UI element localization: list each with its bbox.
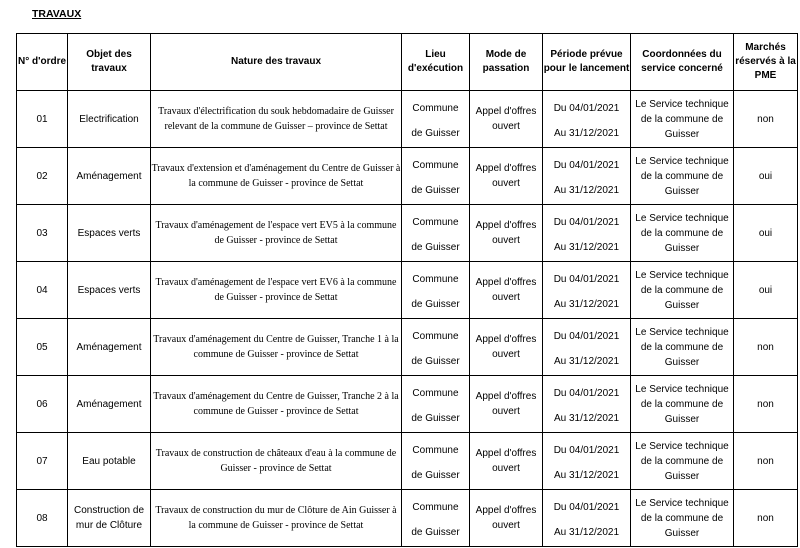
lieu-line-1: Commune (412, 102, 459, 114)
cell-pme: non (734, 91, 798, 148)
header-num: N° d'ordre (17, 34, 68, 91)
periode-au: Au 31/12/2021 (553, 184, 620, 196)
table-row (17, 433, 798, 490)
table-row (17, 148, 798, 205)
cell-objet: Espaces verts (68, 262, 151, 319)
periode-au: Au 31/12/2021 (553, 469, 620, 481)
cell-periode (543, 490, 631, 547)
table-row (17, 490, 798, 547)
cell-pme: oui (734, 262, 798, 319)
cell-periode (543, 205, 631, 262)
cell-nature: Travaux de construction du mur de Clôture de Ain Guisser à la commune de Guisser - province de Settat (151, 490, 402, 547)
cell-lieu (402, 91, 470, 148)
cell-lieu (402, 148, 470, 205)
lieu-line-1: Commune (412, 387, 459, 399)
periode-du: Du 04/01/2021 (553, 159, 620, 171)
cell-coord: Le Service technique de la commune de Guisser (631, 148, 734, 205)
cell-coord: Le Service technique de la commune de Guisser (631, 319, 734, 376)
works-table (16, 33, 798, 547)
cell-nature: Travaux d'aménagement du Centre de Guisser, Tranche 1 à la commune de Guisser - province de Settat (151, 319, 402, 376)
table-row (17, 319, 798, 376)
cell-nature: Travaux d'aménagement du Centre de Guisser, Tranche 2 à la commune de Guisser - province de Settat (151, 376, 402, 433)
cell-nature: Travaux d'électrification du souk hebdomadaire de Guisser relevant de la commune de Guisser – province de Settat (151, 91, 402, 148)
cell-lieu (402, 319, 470, 376)
cell-nature: Travaux de construction de châteaux d'eau à la commune de Guisser - province de Settat (151, 433, 402, 490)
cell-periode (543, 262, 631, 319)
lieu-line-2: de Guisser (411, 298, 460, 310)
cell-mode: Appel d'offres ouvert (470, 319, 543, 376)
cell-periode (543, 433, 631, 490)
cell-pme: non (734, 490, 798, 547)
cell-mode: Appel d'offres ouvert (470, 376, 543, 433)
lieu-line-2: de Guisser (411, 241, 460, 253)
cell-nature: Travaux d'extension et d'aménagement du Centre de Guisser à la commune de Guisser - province de Settat (151, 148, 402, 205)
cell-num: 01 (17, 91, 68, 148)
cell-pme: oui (734, 148, 798, 205)
cell-pme: non (734, 433, 798, 490)
lieu-line-2: de Guisser (411, 526, 460, 538)
lieu-line-2: de Guisser (411, 469, 460, 481)
lieu-line-1: Commune (412, 159, 459, 171)
cell-coord: Le Service technique de la commune de Guisser (631, 376, 734, 433)
cell-objet: Espaces verts (68, 205, 151, 262)
cell-coord: Le Service technique de la commune de Guisser (631, 262, 734, 319)
cell-periode (543, 376, 631, 433)
cell-objet: Aménagement (68, 148, 151, 205)
cell-lieu (402, 262, 470, 319)
lieu-line-1: Commune (412, 273, 459, 285)
table-row (17, 91, 798, 148)
table-row (17, 205, 798, 262)
lieu-line-2: de Guisser (411, 127, 460, 139)
periode-au: Au 31/12/2021 (553, 241, 620, 253)
cell-num: 03 (17, 205, 68, 262)
cell-mode: Appel d'offres ouvert (470, 205, 543, 262)
cell-mode: Appel d'offres ouvert (470, 262, 543, 319)
lieu-line-1: Commune (412, 330, 459, 342)
lieu-line-1: Commune (412, 444, 459, 456)
periode-du: Du 04/01/2021 (553, 273, 620, 285)
header-nature: Nature des travaux (151, 34, 402, 91)
section-heading: TRAVAUX (32, 8, 82, 20)
header-objet: Objet des travaux (68, 34, 151, 91)
table-header-row (17, 34, 798, 91)
cell-num: 06 (17, 376, 68, 433)
cell-num: 07 (17, 433, 68, 490)
cell-periode (543, 319, 631, 376)
cell-pme: non (734, 376, 798, 433)
cell-objet: Aménagement (68, 376, 151, 433)
lieu-line-1: Commune (412, 501, 459, 513)
table-row (17, 262, 798, 319)
cell-periode (543, 148, 631, 205)
cell-objet: Construction de mur de Clôture (68, 490, 151, 547)
lieu-line-2: de Guisser (411, 184, 460, 196)
periode-du: Du 04/01/2021 (553, 216, 620, 228)
cell-mode: Appel d'offres ouvert (470, 490, 543, 547)
cell-pme: non (734, 319, 798, 376)
cell-num: 08 (17, 490, 68, 547)
periode-du: Du 04/01/2021 (553, 102, 620, 114)
cell-coord: Le Service technique de la commune de Guisser (631, 433, 734, 490)
cell-objet: Electrification (68, 91, 151, 148)
cell-pme: oui (734, 205, 798, 262)
lieu-line-1: Commune (412, 216, 459, 228)
header-lieu: Lieu d'exécution (402, 34, 470, 91)
cell-lieu (402, 490, 470, 547)
periode-au: Au 31/12/2021 (553, 355, 620, 367)
cell-num: 02 (17, 148, 68, 205)
cell-periode (543, 91, 631, 148)
periode-du: Du 04/01/2021 (553, 444, 620, 456)
cell-objet: Aménagement (68, 319, 151, 376)
cell-mode: Appel d'offres ouvert (470, 148, 543, 205)
cell-coord: Le Service technique de la commune de Guisser (631, 205, 734, 262)
periode-du: Du 04/01/2021 (553, 387, 620, 399)
periode-au: Au 31/12/2021 (553, 127, 620, 139)
header-pme: Marchés réservés à la PME (734, 34, 798, 91)
cell-num: 04 (17, 262, 68, 319)
periode-du: Du 04/01/2021 (553, 330, 620, 342)
cell-nature: Travaux d'aménagement de l'espace vert EV6 à la commune de Guisser - province de Settat (151, 262, 402, 319)
lieu-line-2: de Guisser (411, 355, 460, 367)
table-row (17, 376, 798, 433)
cell-num: 05 (17, 319, 68, 376)
cell-nature: Travaux d'aménagement de l'espace vert EV5 à la commune de Guisser - province de Settat (151, 205, 402, 262)
lieu-line-2: de Guisser (411, 412, 460, 424)
periode-au: Au 31/12/2021 (553, 412, 620, 424)
cell-mode: Appel d'offres ouvert (470, 91, 543, 148)
periode-du: Du 04/01/2021 (553, 501, 620, 513)
cell-objet: Eau potable (68, 433, 151, 490)
header-coord: Coordonnées du service concerné (631, 34, 734, 91)
periode-au: Au 31/12/2021 (553, 526, 620, 538)
cell-lieu (402, 205, 470, 262)
periode-au: Au 31/12/2021 (553, 298, 620, 310)
cell-mode: Appel d'offres ouvert (470, 433, 543, 490)
cell-lieu (402, 376, 470, 433)
cell-coord: Le Service technique de la commune de Guisser (631, 490, 734, 547)
header-mode: Mode de passation (470, 34, 543, 91)
cell-lieu (402, 433, 470, 490)
header-periode: Période prévue pour le lancement (543, 34, 631, 91)
cell-coord: Le Service technique de la commune de Guisser (631, 91, 734, 148)
